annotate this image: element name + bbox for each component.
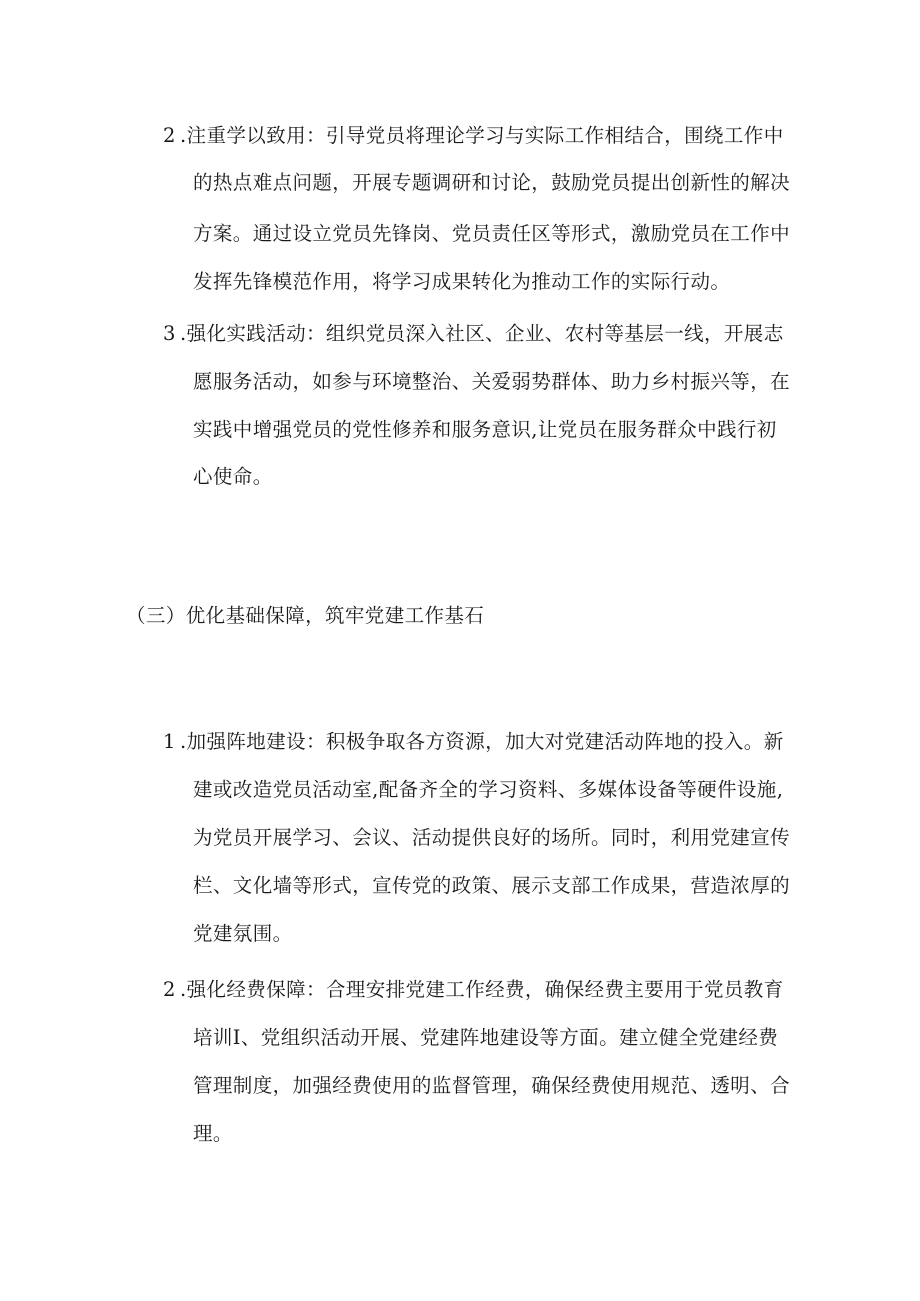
item-text-line: 建或改造党员活动室,配备齐全的学习资料、多媒体设备等硬件设施, [193,778,784,801]
item-text-line: 管理制度，加强经费使用的监督管理，确保经费使用规范、透明、合 [193,1074,791,1097]
item-text-line: 的热点难点问题，开展专题调研和讨论，鼓励党员提出创新性的解决 [193,171,791,194]
item-number: 1 [163,730,176,753]
item-text-line: 党建氛围。 [193,922,293,945]
item-text-line: 理。 [193,1122,233,1145]
item-number: 2 [163,978,176,1001]
item-text-line: .强化实践活动：组织党员深入社区、企业、农村等基层一线，开展志 [180,322,784,345]
item-text-line: 实践中增强党员的党性修养和服务意识,让党员在服务群众中践行初 [193,418,777,441]
item-text-line: 发挥先锋模范作用，将学习成果转化为推动工作的实际行动。 [193,270,731,293]
item-text-line: 愿服务活动，如参与环境整治、关爱弱势群体、助力乡村振兴等，在 [193,370,791,393]
item-number: 3 [163,322,176,345]
item-text-line: .加强阵地建设：积极争取各方资源，加大对党建活动阵地的投入。新 [180,730,784,753]
item-text-line: 栏、文化墙等形式，宣传党的政策、展示支部工作成果，营造浓厚的 [193,874,791,897]
item-text-line: 为党员开展学习、会议、活动提供良好的场所。同时，利用党建宣传 [193,826,791,849]
item-text-line: 方案。通过设立党员先锋岗、党员责任区等形式，激励党员在工作中 [193,222,791,245]
item-text-line: 培训I、党组织活动开展、党建阵地建设等方面。建立健全党建经费 [193,1026,779,1049]
item-text-line: 心使命。 [193,465,273,488]
section-heading: （三）优化基础保障，筑牢党建工作基石 [126,604,485,627]
item-text-line: .注重学以致用：引导党员将理论学习与实际工作相结合，围绕工作中 [180,124,784,147]
item-text-line: .强化经费保障：合理安排党建工作经费，确保经费主要用于党员教育 [180,978,784,1001]
item-number: 2 [163,124,176,147]
